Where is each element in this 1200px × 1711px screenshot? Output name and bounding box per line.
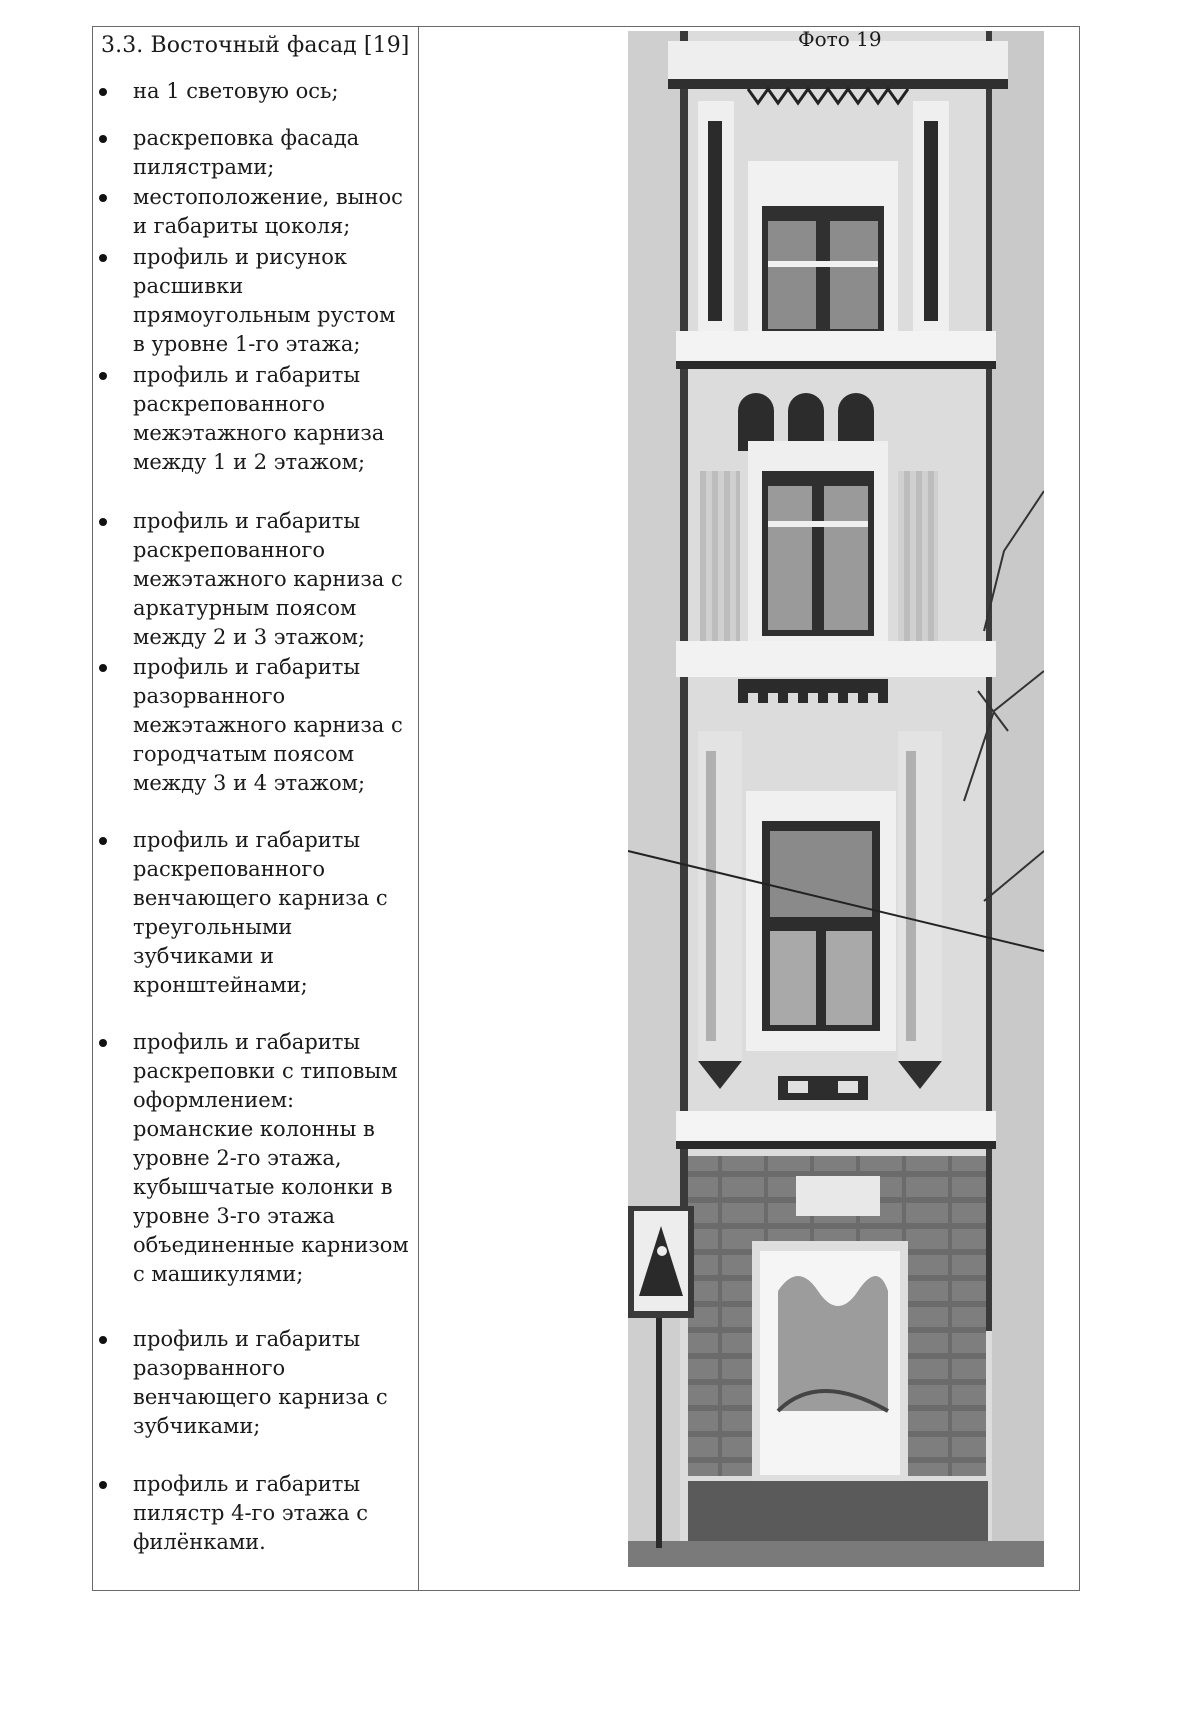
bullet-icon [99,254,107,262]
bullet-icon [99,1336,107,1344]
text-column: 3.3. Восточный фасад [19] на 1 световую ось; раскреповка фасада пилястрами; местоположение, вынос и габариты цоколя; профиль и рисунок расшивки прямоугольным рустом в уровне 1-го этажа; профиль и габариты раскрепованного межэтажного карниза между 1 и 2 этажом; профиль и габариты раскрепованного межэтажного карниза с аркатурным поясом между 2 и 3 этажом; профиль и габариты разорванного межэтажного карниза с городчатым поясом между 3 и 4 этажом; профиль и габариты раскрепованного венчающего карниза с треугольными зубчиками и кронштейнами; профиль и габариты раскреповки с типовым оформлением: романские колонны в уровне 2-го этажа, кубышчатые колонки в уровне 3-го этажа объединенные карнизом с машикулями; профиль и габариты разорванного венчающего карниза с зубчиками; профиль и габариты пилястр 4-го этажа с филёнками. [101,33,410,1554]
bullet-icon [99,664,107,672]
bullet-icon [99,372,107,380]
bullet-icon [99,518,107,526]
bullet-icon [99,135,107,143]
bullet-icon [99,837,107,845]
photo-caption: Фото 19 [798,27,882,51]
facade-photo [628,31,1044,1567]
bullet-icon [99,1481,107,1489]
photo-column [420,27,1079,1590]
bullet-icon [99,1039,107,1047]
bullet-icon [99,194,107,202]
column-divider [418,27,419,1590]
section-heading: 3.3. Восточный фасад [19] [101,33,410,58]
bullet-icon [99,88,107,96]
document-table [92,26,1080,1591]
